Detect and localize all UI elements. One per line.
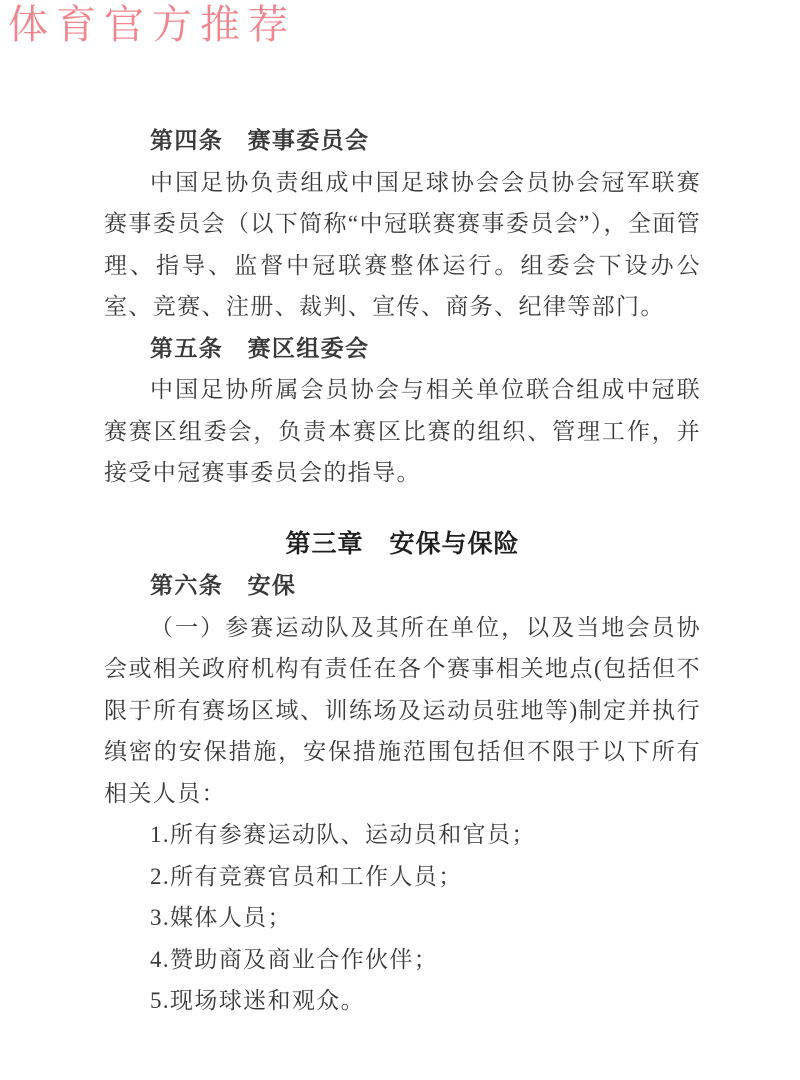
article-4-paragraph: 中国足协负责组成中国足球协会会员协会冠军联赛赛事委员会（以下简称“中冠联赛赛事委员会”），全面管理、指导、监督中冠联赛整体运行。组委会下设办公室、竞赛、注册、裁判、宣传、商务、纪律等部门。 bbox=[104, 169, 701, 319]
watermark-text: 体育官方推荐 bbox=[8, 2, 296, 47]
list-item-1: 1.所有参赛运动队、运动员和官员； bbox=[150, 822, 536, 847]
list-item-5: 5.现场球迷和观众。 bbox=[150, 988, 366, 1013]
chapter-3-heading: 第三章 安保与保险 bbox=[285, 529, 520, 558]
list-item-2: 2.所有竞赛官员和工作人员； bbox=[150, 863, 463, 889]
document-body bbox=[104, 120, 701, 1022]
article-5-heading: 第五条 赛区组委会 bbox=[150, 335, 370, 361]
article-4-heading: 第四条 赛事委员会 bbox=[150, 128, 370, 153]
list-item-4: 4.赞助商及商业合作伙伴； bbox=[150, 946, 439, 972]
article-6-paragraph: （一）参赛运动队及其所在单位，以及当地会员协会或相关政府机构有责任在各个赛事相关地点(包括但不限于所有赛场区域、训练场及运动员驻地等)制定并执行缜密的安保措施，安保措施范围包括但不限于以下所有相关人员： bbox=[104, 614, 701, 806]
article-5-paragraph: 中国足协所属会员协会与相关单位联合组成中冠联赛赛区组委会，负责本赛区比赛的组织、管理工作，并接受中冠赛事委员会的指导。 bbox=[104, 377, 701, 485]
list-item-3: 3.媒体人员； bbox=[150, 905, 292, 930]
article-6-heading: 第六条 安保 bbox=[150, 573, 297, 598]
